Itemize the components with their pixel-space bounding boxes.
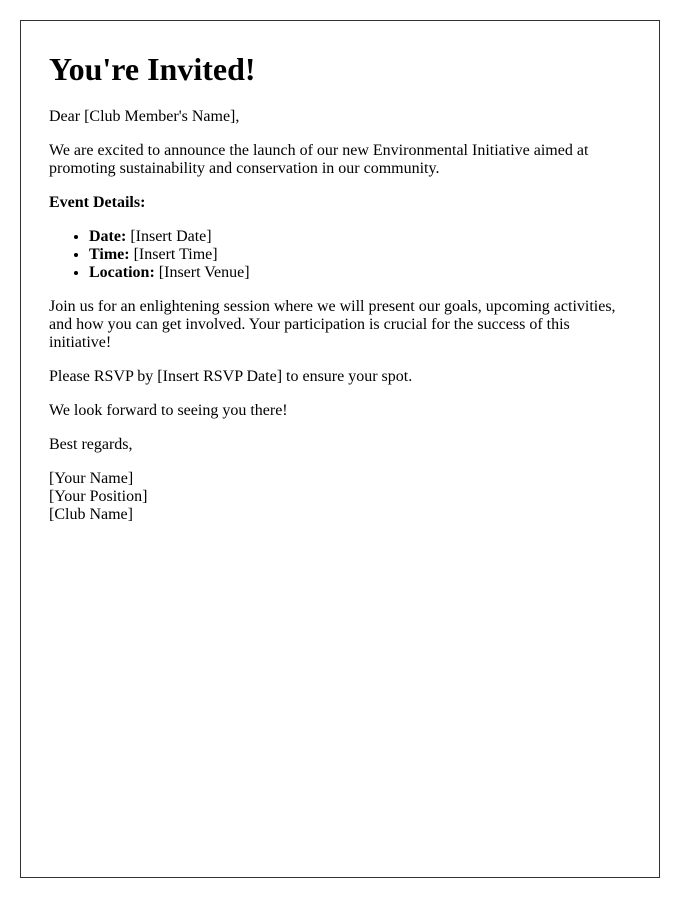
signature-name: [Your Name] [49,470,134,487]
detail-label: Time: [89,246,130,263]
rsvp-paragraph: Please RSVP by [Insert RSVP Date] to ensure your spot. [49,368,413,385]
sign-off: Best regards, [49,436,133,453]
event-details-heading-text: Event Details: [49,194,146,211]
invitation-letter [20,20,660,878]
signature-position: [Your Position] [49,488,148,505]
detail-label: Date: [89,228,127,245]
closing-line: We look forward to seeing you there! [49,402,288,419]
body-paragraph: Join us for an enlightening session where we will present our goals, upcoming activities, and how you can get involved. Your participation is crucial for the success of this initiative! [49,298,616,351]
detail-item-time [89,246,631,264]
event-details-list [49,228,631,282]
detail-item-location [89,264,631,282]
detail-value: [Insert Time] [133,246,218,263]
greeting: Dear [Club Member's Name], [49,108,240,125]
letter-heading: You're Invited! [49,51,256,87]
signature-club: [Club Name] [49,506,133,523]
detail-value: [Insert Date] [130,228,212,245]
intro-paragraph: We are excited to announce the launch of our new Environmental Initiative aimed at promoting sustainability and conservation in our community. [49,142,589,177]
detail-label: Location: [89,264,155,281]
signature-block [49,470,631,524]
detail-item-date [89,228,631,246]
detail-value: [Insert Venue] [158,264,250,281]
event-details-heading [49,194,631,212]
